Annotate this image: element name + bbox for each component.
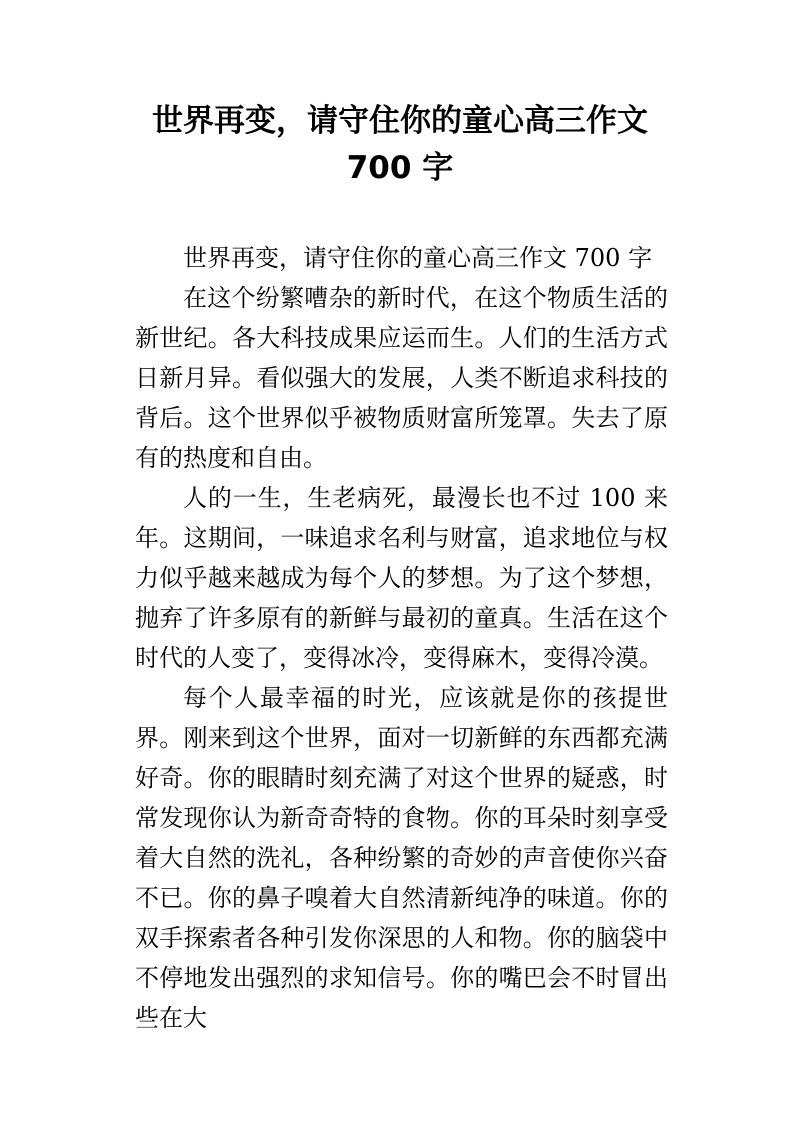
title-line-1: 世界再变，请守住你的童心高三作文 bbox=[152, 103, 648, 139]
paragraph-subtitle: 世界再变，请守住你的童心高三作文 700 字 bbox=[183, 244, 653, 272]
paragraph: 在这个纷繁嘈杂的新时代，在这个物质生活的新世纪。各大科技成果应运而生。人们的生活方式日新月异。看似强大的发展，人类不断追求科技的背后。这个世界似乎被物质财富所笼罩。失去了原有的热度和自由。 bbox=[135, 284, 668, 472]
title-line-2: 700 字 bbox=[346, 150, 454, 186]
document-body bbox=[135, 238, 668, 1038]
paragraph: 人的一生，生老病死，最漫长也不过 100 来年。这期间，一味追求名利与财富，追求地位与权力似乎越来越成为每个人的梦想。为了这个梦想，抛弃了许多原有的新鲜与最初的童真。生活在这个时代的人变了，变得冰冷，变得麻木，变得冷漠。 bbox=[135, 484, 668, 672]
paragraph: 每个人最幸福的时光，应该就是你的孩提世界。刚来到这个世界，面对一切新鲜的东西都充满好奇。你的眼睛时刻充满了对这个世界的疑惑，时常发现你认为新奇奇特的食物。你的耳朵时刻享受着大自然的洗礼，各种纷繁的奇妙的声音使你兴奋不已。你的鼻子嗅着大自然清新纯净的味道。你的双手探索者各种引发你深思的人和物。你的脑袋中不停地发出强烈的求知信号。你的嘴巴会不时冒出些在大 bbox=[135, 684, 668, 1032]
document-title bbox=[100, 98, 700, 192]
